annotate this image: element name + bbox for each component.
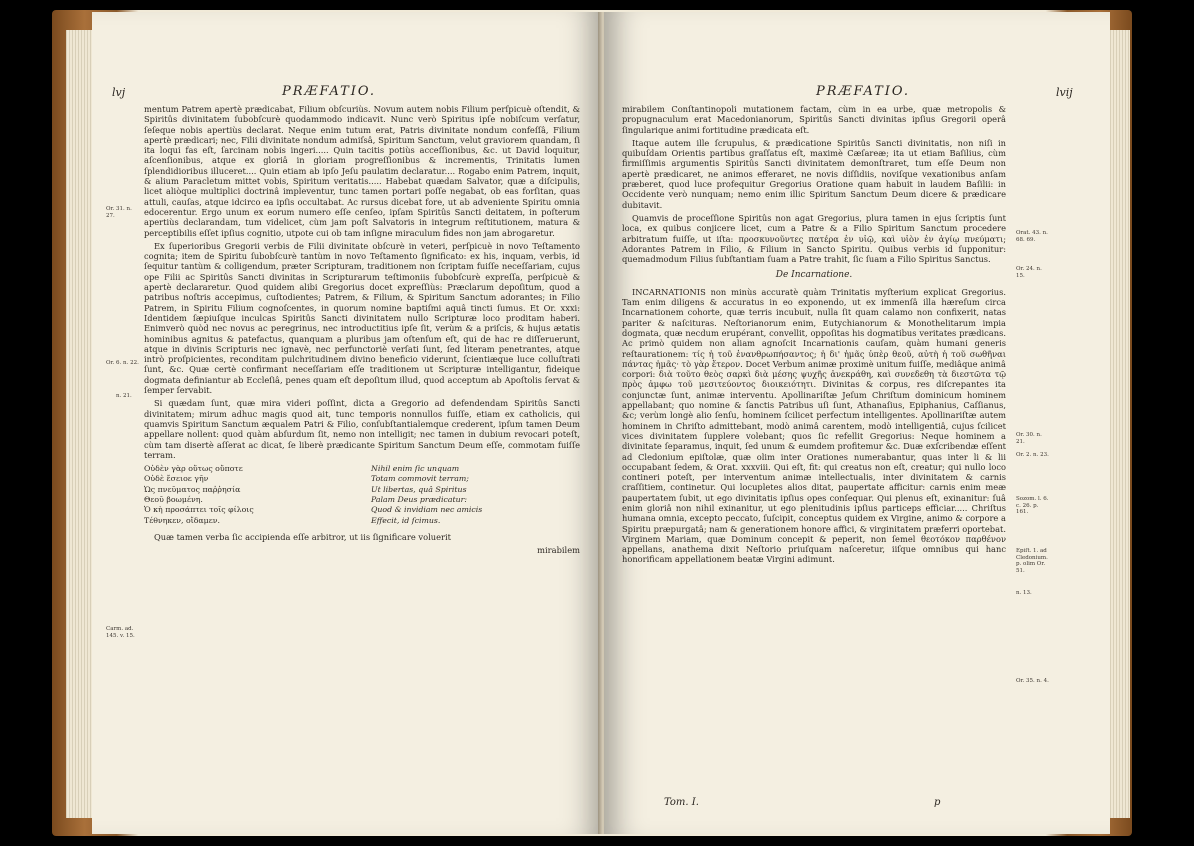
right-page xyxy=(604,12,1110,834)
left-paragraph: mentum Patrem apertè prædicabat, Filium obſcuriùs. Novum autem nobis Filium perſpicuè oſtendit, & Spiritûs divinitatem ſubobſcurè quodammodo indicavit. Nunc verò Spiritus ipſe nobiſcum verſatur, ſeſeque nobis apertiùs declarat. Neque enim tutum erat, Patris divinitate nondum confeſſâ, Filium apertè prædicari; nec, Filii divinitate nondum admiſsâ, Spiritum Sanctum, velut graviorem quandam, ſi ita loqui fas eſt, ſarcinam nobis ingeri..... Quin tacitis potiùs acceſſionibus, &c. ut David loquitur, aſcenſionibus, atque ex gloriâ in gloriam progreſſionibus & incrementis, Trinitatis lumen ſplendidioribus illuceret.... Quin etiam ab ipſo Jeſu paulatim declaratur.... Rogabo enim Patrem, inquit, & alium Paracletum mittet vobis, Spiritum veritatis..... Habebat quædam Salvator, quæ a diſcipulis, licet aliòque multiplici doctrinâ impleventur, tunc tamen portari poſſe negabat, ob eas forſitan, quas attuli, cauſas, atque idcirco ea ipſis occultabat. Ac rursus dicebat fore, ut ab adveniente Spiritu omnia edocerentur. Ergo unum ex eorum numero eſſe cenſeo, ipſam Spiritûs Sancti deitatem, in poſterum apertiùs declarandam, tum videlicet, cùm jam poſt Salvatoris in integrum reſtitutionem, matura & perceptibilis eſſet ipſius cognitio, utpote cui ob tam inſigne miraculum fides non jam abrogaretur. xyxy=(144,104,580,238)
poem-line: Οὐδὲν γὰρ οὕτως οὔποτε xyxy=(144,464,243,474)
volume-label: Tom. I. xyxy=(664,797,699,808)
right-text-column xyxy=(622,104,1006,568)
margin-note: Or. 6. n. 22. xyxy=(106,360,139,366)
margin-note: Orat. 43. n. 68. 69. xyxy=(1016,230,1048,243)
signature-mark: p xyxy=(934,797,941,808)
section-heading: De Incarnatione. xyxy=(775,270,853,281)
margin-note: Or. 30. n. 21. xyxy=(1016,432,1042,445)
left-page xyxy=(92,12,602,834)
right-paragraph: mirabilem Conſtantinopoli mutationem factam, cùm in ea urbe, quæ metropolis & propugnaculum erat Macedonianorum, Spiritûs Sancti divinitas ipſius Gregorii operâ ſingularique animi fortitudine prædicata eſt. xyxy=(622,104,1006,135)
right-paragraph: Quamvis de proceſſione Spiritûs non agat Gregorius, plura tamen in ejus ſcriptis ſunt loca, ex quibus conjicere licet, cum a Patre & a Filio Spiritum Sanctum procedere arbitratum fuiſſe, ut iſta: προσκυνοῦντες πατέρα ἐν υἱῷ, καὶ υἱὸν ἐν ἁγίῳ πνεύματι; Adorantes Patrem in Filio, & Filium in Sancto Spiritu. Quibus verbis id ſupponitur: quemadmodum Filius ſubſtantiam ſuam a Patre trahit, ſic ſuam a Filio Spiritus Sanctus. xyxy=(622,212,1006,265)
margin-note: n. 21. xyxy=(116,393,132,399)
poem-line: Θεοῦ βοωμένη. xyxy=(144,494,203,504)
poem-line: Palam Deus prædicatur: xyxy=(371,494,467,504)
margin-note: Epiſt. 1. ad Cledonium. p. olim Or. 51. xyxy=(1016,548,1048,574)
poem-line: Οὐδὲ ἔσειοε γῆν xyxy=(144,474,209,484)
margin-note: Or. 2. n. 23. xyxy=(1016,452,1049,458)
page-edges-left xyxy=(66,30,92,818)
left-header: PRÆFATIO. xyxy=(282,84,376,99)
poem-line: Quod & invidiam nec amicis xyxy=(371,505,483,515)
left-closing: Quæ tamen verba ſic accipienda eſſe arbitror, ut iis ſignificare voluerit xyxy=(154,531,451,542)
poem-line: Ὡς πνεῦματος παῤῥησία xyxy=(144,484,241,494)
poem-greek xyxy=(144,464,353,526)
catchword: mirabilem xyxy=(537,545,580,556)
margin-note: Carm. ad. 145. v. 15. xyxy=(106,626,135,639)
left-paragraph: Si quædam ſunt, quæ mira videri poſſint, dicta a Gregorio ad defendendam Spiritûs Sancti divinitatem; mirum adhuc magis quod ait, tunc temporis nonnullos fuiſſe, etiam ex catholicis, qui quamvis Spiritum Sanctum æqualem Patri & Filio, conſubſtantialemque crederent, ipſum tamen Deum appellare nollent: quod quàm abſurdum ſit, nemo non intelligit; nec tamen in dubium revocari poteſt, cùm tam disertè aſſerat ac dicat, ſe liberè prædicante Spiritum Sanctum Deum eſſe, commotam fuiſſe terram. xyxy=(144,398,580,460)
margin-note: Sozom. l. 6. c. 26. p. 161. xyxy=(1016,496,1049,515)
left-paragraph: Ex ſuperioribus Gregorii verbis de Filii divinitate obſcurè in veteri, perſpicuè in novo Teſtamento cognita; item de Spiritu ſubobſcurè tantùm in novo Teſtamento ſignificato: ex his, inquam, verbis, id ſequitur tantùm & colligendum, præter Scripturam, traditionem non ſcriptam fuiſſe neceſſariam, cujus ope Filii ac Spiritûs Sancti divinitas in Scripturarum teſtimoniis ſubobſcurè expreſſa, perſpicuè & apertè declararetur. Quod quidem alibi Gregorius docet expreſſiùs: Præclarum depoſitum, quod a patribus noſtris accepimus, cuſtodientes; Patrem, & Filium, & Spiritum Sanctum adorantes; in Filio Patrem, in Spiritu Filium cognoſcentes, in quorum nomine baptiſmi aquâ tincti ſumus. Et Or. xxxi: Identidem ſæpiuſque inculcas Spiritûs Sancti divinitatem nullo Scripturæ loco proditam haberi. Enimverò quòd nec novus ac peregrinus, nec introductitius ipſe ſit, verùm & a priſcis, & hujus ætatis hominibus agnitus & patefactus, quanquam a pluribus jam oſtenſum eſt, qui de hac re diſſeruerunt, atque in divinis Scripturis nec ignavè, nec perfunctoriè verſati ſunt, ſed literam penetrantes, atque intrò proſpicientes, reconditam pulchritudinem divino beneficio viderunt, ſcientiæque luce colluſtrati ſunt, &c. Quæ certè confirmant neceſſariam eſſe traditionem ut Scripturæ intelligantur, fideique dogmata definiantur ab Eccleſiâ, penes quam eſt depoſitum illud, quod acceptum ab Apoſtolis ſervat & ſemper ſervabit. xyxy=(144,240,580,396)
right-folio: lvij xyxy=(1056,86,1073,99)
poem-line: Effecit, id ſcimus. xyxy=(371,515,441,525)
right-paragraph: Itaque autem ille ſcrupulus, & prædicatione Spiritûs Sancti divinitatis, non niſi in quibuſdam Orientis partibus graſſatus eſt, maximè Cæſareæ; ita ut etiam Baſilius, cùm firmiſſimis argumentis Spiritûs Sancti divinitatem demonſtraret, tum eſſe Deum non apertè prædicaret, ne animos efferaret, ne novis diſſidiis, noviſque vexationibus anſam præberet, quod luce profequitur Gregorius Oratione quam habuit in laudem Baſilii: in Occidente verò nunquam; nemo enim illic Spiritum Sanctum Deum dicere & prædicare dubitavit. xyxy=(622,137,1006,210)
poem-block xyxy=(144,464,580,526)
margin-note: Or. 31. n. 27. xyxy=(106,206,132,219)
poem-line: Nihil enim ſic unquam xyxy=(371,464,460,474)
left-text-column xyxy=(144,104,580,555)
margin-note: n. 13. xyxy=(1016,590,1032,596)
poem-line: Τέθνηκεν, οἴδαμεν. xyxy=(144,515,220,525)
poem-line: Ut libertas, quâ Spiritus xyxy=(371,484,467,494)
poem-line: Totam commovit terram; xyxy=(371,474,469,484)
poem-latin xyxy=(371,464,580,526)
right-header: PRÆFATIO. xyxy=(816,84,910,99)
left-folio: lvj xyxy=(112,86,126,99)
right-paragraph: INCARNATIONIS non minùs accuratè quàm Trinitatis myſterium explicat Gregorius. Tam enim diligens & accuratus in eo exponendo, ut ex immenſâ illa hæreſum circa Incarnationem cohorte, quæ terris incubuit, nulla ſit quam calamo non confixerit, natas pariter & naſcituras. Neſtorianorum enim, Eutychianorum & Monothelitarum impia dogmata, quæ necdum erupérant, convellit, oppoſitas his dogmatibus veritates prædicans. Ac primò quidem non aliam agnoſcit Incarnationis cauſam, quàm humani generis reſtaurationem: τίς ἡ τοῦ ἐνανθρωπήσαντος; ἡ δι' ἡμᾶς ὑπὲρ θεοῦ, αὐτὴ ἡ τοῦ σωθῆναι πάντας ἡμᾶς· τὸ γὰρ ἕτερον. Docet Verbum animæ proximè unitum fuiſſe, mediâque animâ corpori: διὰ τοῦτο θεὸς σαρκὶ διὰ μέσης ψυχῆς ἀνεκράθη, καὶ συνεδεθη τὰ διεστῶτα τῷ πρὸς ἀμφω τοῦ μεσιτεύοντος διοικειότητι. Divinitas & corpus, res diſcrepantes ita conjunctæ ſunt, animæ interventu. Apollinariſtæ Jeſum Chriſtum dominicum hominem appellabant; quo nomine & ſanctis Patribus uſi ſunt, Athanaſius, Epiphanius, Caſſianus, &c; verùm longè alio ſenſu, hominem ſcilicet perfectum intelligentes. Apollinariſtæ autem hominem in Chriſto admittebant, modò animâ carentem, modò intelligentiâ, cujus ſcilicet vices divinitatem ſupplere volebant; quos ſic refellit Gregorius: Neque hominem a divinitate ſeparamus, inquit, ſed unum & eumdem profitemur &c. Duæ exſcribendæ eſſent ad Cledonium epiſtolæ, quæ olim inter Orationes numerabantur, quas inter li & lii occupabant ſedem, & Orat. xxxviii. Qui eſt, fit: qui creatus non eſt, creatur; qui nullo loco contineri poteſt, per interventum animæ intellectualis, inter divinitatem & carnis craſſitiem, continetur. Qui locupletes alios ditat, paupertate afficitur: carnis enim meæ paupertatem ſubit, ut ego divinitatis ipſius opes conſequar. Qui plenus eſt, exinanitur: ſuâ enim gloriâ non nihil exinanitur, ut ego plenitudinis ipſius particeps efficiar..... Chriſtus humana omnia, excepto peccato, ſuſcipit, conceptus quidem ex Virgine, animo & corpore a Spiritu præpurgatâ; nam & generationem honore affici, & virginitatem præferri oportebat. Virginem Mariam, quæ Dominum concepit & peperit, non ſemel θεοτόκον παρθένον appellans, anathema dixit Neſtorio priuſquam naſceretur, iiſque omnibus qui hanc honorificam appellationem beatæ Virgini adimunt. xyxy=(622,286,1006,565)
poem-line: Ὁ κὴ προσάπτει τοῖς φίλοις xyxy=(144,505,254,515)
margin-note: Or. 35. n. 4. xyxy=(1016,678,1049,684)
margin-note: Or. 24. n. 15. xyxy=(1016,266,1042,279)
